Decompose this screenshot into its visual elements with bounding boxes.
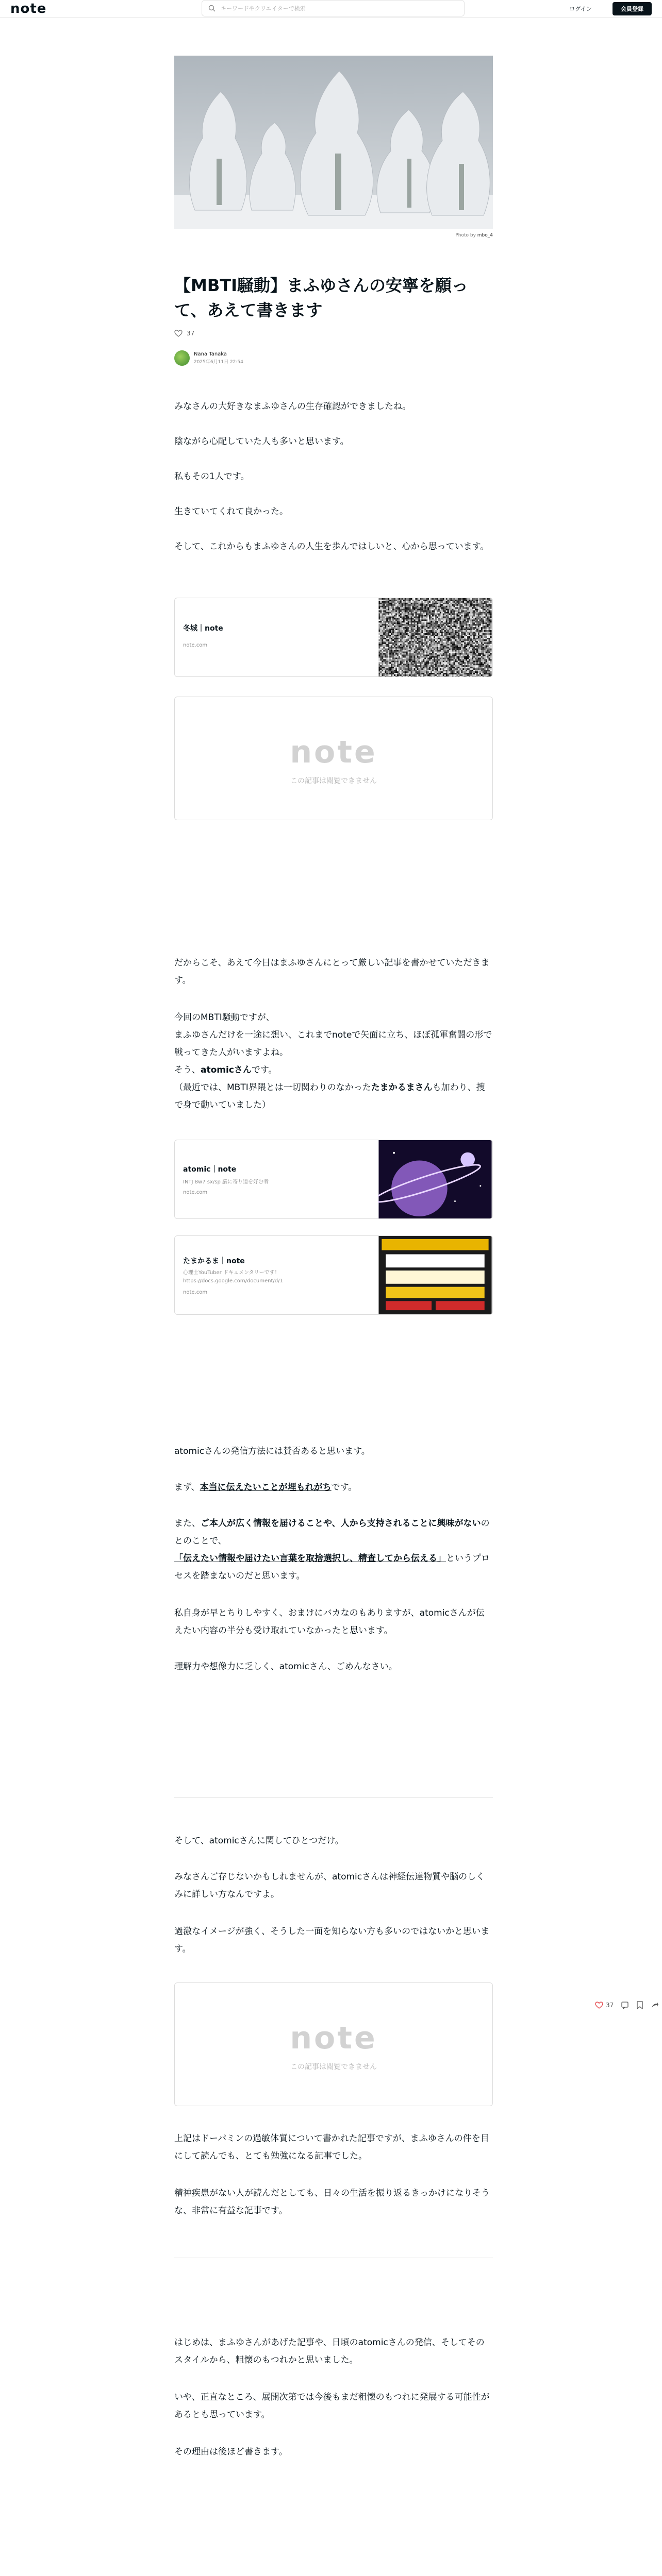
signup-button[interactable]: 会員登録 (613, 2, 652, 15)
body-paragraph: いや、正直なところ、展開次第では今後もまだ粗懐のもつれに発展する可能性があるとも思っています。 (174, 2392, 490, 2420)
bold-text: たまかるまさん (371, 1082, 433, 1093)
embed-card-atomic[interactable] (174, 1140, 493, 1219)
comment-icon[interactable] (621, 2001, 629, 2009)
blocked-embed (174, 1982, 493, 2106)
note-logo[interactable]: note (10, 1, 47, 16)
embed-url: note.com (183, 1290, 208, 1295)
login-button[interactable]: ログイン (563, 2, 598, 15)
body-paragraph: その理由は後ほど書きます。 (174, 2447, 288, 2457)
embed-title: 冬城｜note (183, 624, 223, 633)
body-paragraph: だからこそ、あえて今日はまふゆさんにとって厳しい記事を書かせていただきます。 (174, 958, 490, 986)
body-paragraph: 陰ながら心配していた人も多いと思います。 (174, 436, 349, 447)
body-paragraph: みなさんの大好きなまふゆさんの生存確認ができましたね。 (174, 401, 411, 412)
body-paragraph (174, 1009, 493, 1114)
body-paragraph: 精神疾患がない人が読んだとしても、日々の生活を振り返るきっかけになりそうな、非常に有益な記事です。 (174, 2188, 490, 2216)
body-paragraph: 私もその1人です。 (174, 471, 250, 482)
embed-description: INTJ 8w7 sx/sp 脳に寄り道を好む者 (183, 1179, 269, 1185)
body-paragraph: まず、本当に伝えたいことが埋もれがちです。 (174, 1482, 357, 1493)
blocked-embed (174, 697, 493, 820)
bookmark-icon[interactable] (636, 2001, 643, 2009)
embed-description: 心理士YouTuber ドキュメンタリーです！ https://docs.google.com/document/d/1 (183, 1270, 283, 1284)
article-title: 【MBTI騒動】まふゆさんの安寧を願って、あえて書きます (174, 276, 468, 320)
heart-icon[interactable] (174, 330, 183, 337)
embed-url: note.com (183, 1190, 208, 1195)
embed-url: note.com (183, 642, 208, 648)
body-paragraph: また、ご本人が広く情報を届けることや、人から支持されることに興味がないのとのことで、「伝えたい情報や届けたい言葉を取捨選択し、精査してから伝える」というプロセスを踏まないのだと思います。 (174, 1518, 490, 1581)
planet-thumbnail (378, 1140, 492, 1218)
body-paragraph: 生きていてくれて良かった。 (174, 506, 288, 517)
bold-text: ご本人が広く情報を届けることや、人から支持されることに興味がない (201, 1518, 481, 1529)
hero-image (174, 56, 493, 229)
floating-like[interactable] (595, 2002, 614, 2009)
author-name[interactable]: Nana Tanaka (194, 351, 227, 357)
embed-card-fuyuki[interactable] (174, 598, 493, 677)
bold-underline-text: 「伝えたい情報や届けたい言葉を取捨選択し、精査してから伝える」 (174, 1553, 446, 1564)
embed-title: atomic｜note (183, 1165, 237, 1174)
text-line: （最近では、MBTI界隈とは一切関わりのなかったたまかるまさんも加わり、捜で身で動いていました） (174, 1082, 485, 1110)
publish-date: 2025年6月11日 22:54 (194, 360, 243, 365)
search-box[interactable] (202, 0, 465, 16)
search-input[interactable] (221, 5, 437, 12)
snow-trees-illustration (174, 56, 493, 229)
embed-card-tamakaruma[interactable] (174, 1235, 493, 1315)
blocked-message: この記事は閲覧できません (290, 2063, 377, 2071)
site-header (0, 0, 662, 18)
search-icon (208, 5, 216, 12)
share-icon[interactable] (651, 2001, 659, 2009)
text-line: そう、atomicさんです。 (174, 1065, 277, 1075)
like-count: 37 (187, 330, 195, 337)
body-paragraph: 上記はドーパミンの過敏体質について書かれた記事ですが、まふゆさんの件を目にして読んでも、とても勉強になる記事でした。 (174, 2133, 489, 2161)
note-logo-muted: note (290, 734, 377, 770)
heart-icon[interactable] (595, 2002, 603, 2009)
noise-thumbnail (378, 598, 492, 676)
body-paragraph: 私自身が早とちりしやすく、おまけにバカなのもありますが、atomicさんが伝えたい内容の半分も受け取れていなかったと思います。 (174, 1608, 485, 1636)
body-paragraph: みなさんご存じないかもしれませんが、atomicさんは神経伝達物質や脳のしくみに詳しい方なんですよ。 (174, 1872, 485, 1900)
bold-underline-text: 本当に伝えたいことが埋もれがち (200, 1482, 332, 1493)
text-line: まふゆさんだけを一途に想い、これまでnoteで矢面に立ち、ほぼ孤軍奮闘の形で戦ってきた人がいますよね。 (174, 1030, 492, 1058)
body-paragraph: 理解力や想像力に乏しく、atomicさん、ごめんなさい。 (174, 1662, 398, 1672)
body-paragraph: 過激なイメージが強く、そうした一面を知らない方も多いのではないかと思います。 (174, 1926, 490, 1954)
text-line: 今回のMBTI騒動ですが、 (174, 1012, 275, 1023)
blocked-message: この記事は閲覧できません (290, 777, 377, 785)
promo-thumbnail (378, 1236, 492, 1314)
note-logo-muted: note (290, 2020, 377, 2056)
photo-credit-author[interactable]: mbo_4 (477, 233, 493, 238)
floating-like-count: 37 (606, 2002, 614, 2009)
body-paragraph: はじめは、まふゆさんがあげた記事や、日頃のatomicさんの発信、そしてそのスタイルから、粗懐のもつれかと思いました。 (174, 2337, 485, 2365)
body-paragraph: atomicさんの発信方法には賛否あると思います。 (174, 1446, 370, 1456)
avatar[interactable] (174, 350, 190, 366)
bold-text: atomicさん (201, 1065, 252, 1075)
photo-credit: Photo by mbo_4 (455, 233, 493, 238)
body-paragraph: そして、atomicさんに関してひとつだけ。 (174, 1836, 344, 1846)
author-block (174, 350, 243, 366)
like-row (174, 330, 194, 337)
embed-title: たまかるま｜note (183, 1257, 245, 1265)
divider (174, 1797, 493, 1798)
floating-actions (595, 2001, 659, 2009)
body-paragraph: そして、これからもまふゆさんの人生を歩んではしいと、心から思っています。 (174, 541, 489, 552)
